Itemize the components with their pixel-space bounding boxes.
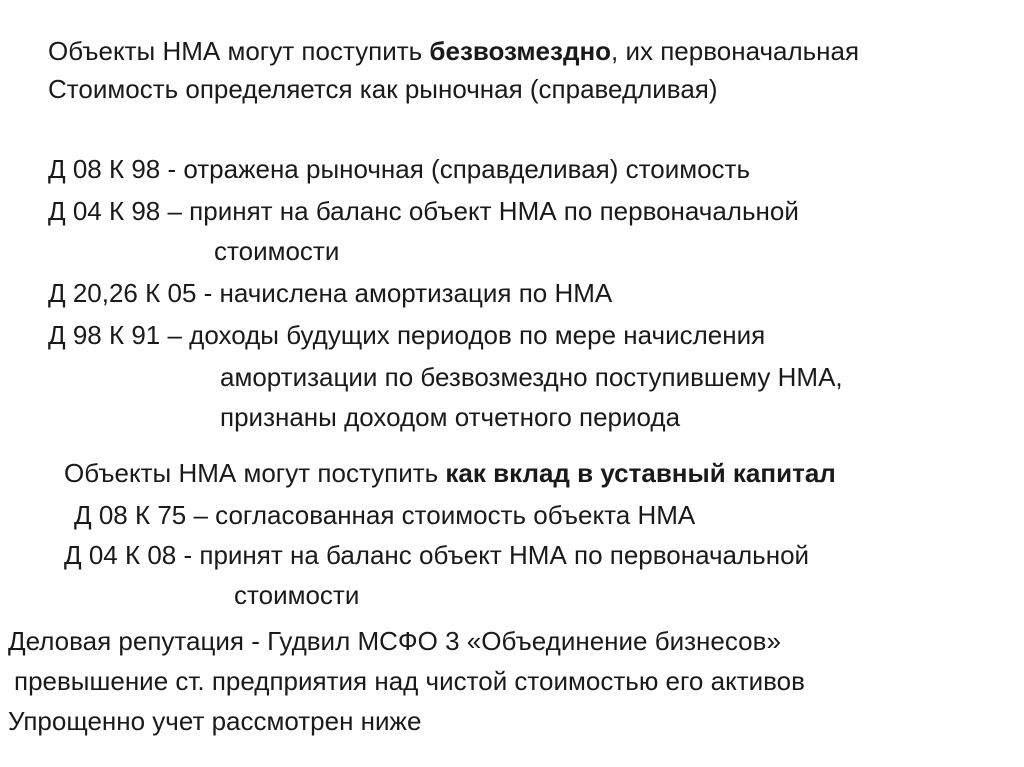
intro-line-1 (48, 36, 859, 66)
entry-98-91-line-2: амортизации по безвозмездно поступившему НМА, (220, 362, 843, 392)
goodwill-line-1: Деловая репутация - Гудвил МСФО 3 «Объединение бизнесов» (8, 626, 781, 656)
entry-04-08-line-1: Д 04 К 08 - принят на баланс объект НМА по первоначальной (64, 540, 810, 570)
intro-text-tail: , их первоначальная (611, 36, 860, 66)
entry-98-91-line-3: признаны доходом отчетного периода (220, 402, 681, 432)
entry-08-75: Д 08 К 75 – согласованная стоимость объекта НМА (74, 500, 696, 530)
entry-04-98-line-2: стоимости (214, 236, 340, 266)
capital-heading-bold: как вклад в уставный капитал (445, 458, 836, 488)
entry-98-91-line-1: Д 98 К 91 – доходы будущих периодов по мере начисления (48, 320, 766, 350)
goodwill-line-2: превышение ст. предприятия над чистой стоимостью его активов (14, 666, 805, 696)
capital-heading-text: Объекты НМА могут поступить (64, 458, 446, 488)
entry-04-98-line-1: Д 04 К 98 – принят на баланс объект НМА по первоначальной (48, 196, 799, 226)
entry-20-26-05: Д 20,26 К 05 - начислена амортизация по НМА (48, 278, 613, 308)
goodwill-line-3: Упрощенно учет рассмотрен ниже (8, 706, 422, 736)
entry-04-08-line-2: стоимости (234, 580, 360, 610)
intro-line-2: Стоимость определяется как рыночная (справедливая) (48, 74, 718, 104)
entry-08-98: Д 08 К 98 - отражена рыночная (справделивая) стоимость (48, 154, 751, 184)
intro-text: Объекты НМА могут поступить (48, 36, 430, 66)
intro-bold-term: безвозмездно (429, 36, 612, 66)
capital-heading (64, 458, 836, 488)
